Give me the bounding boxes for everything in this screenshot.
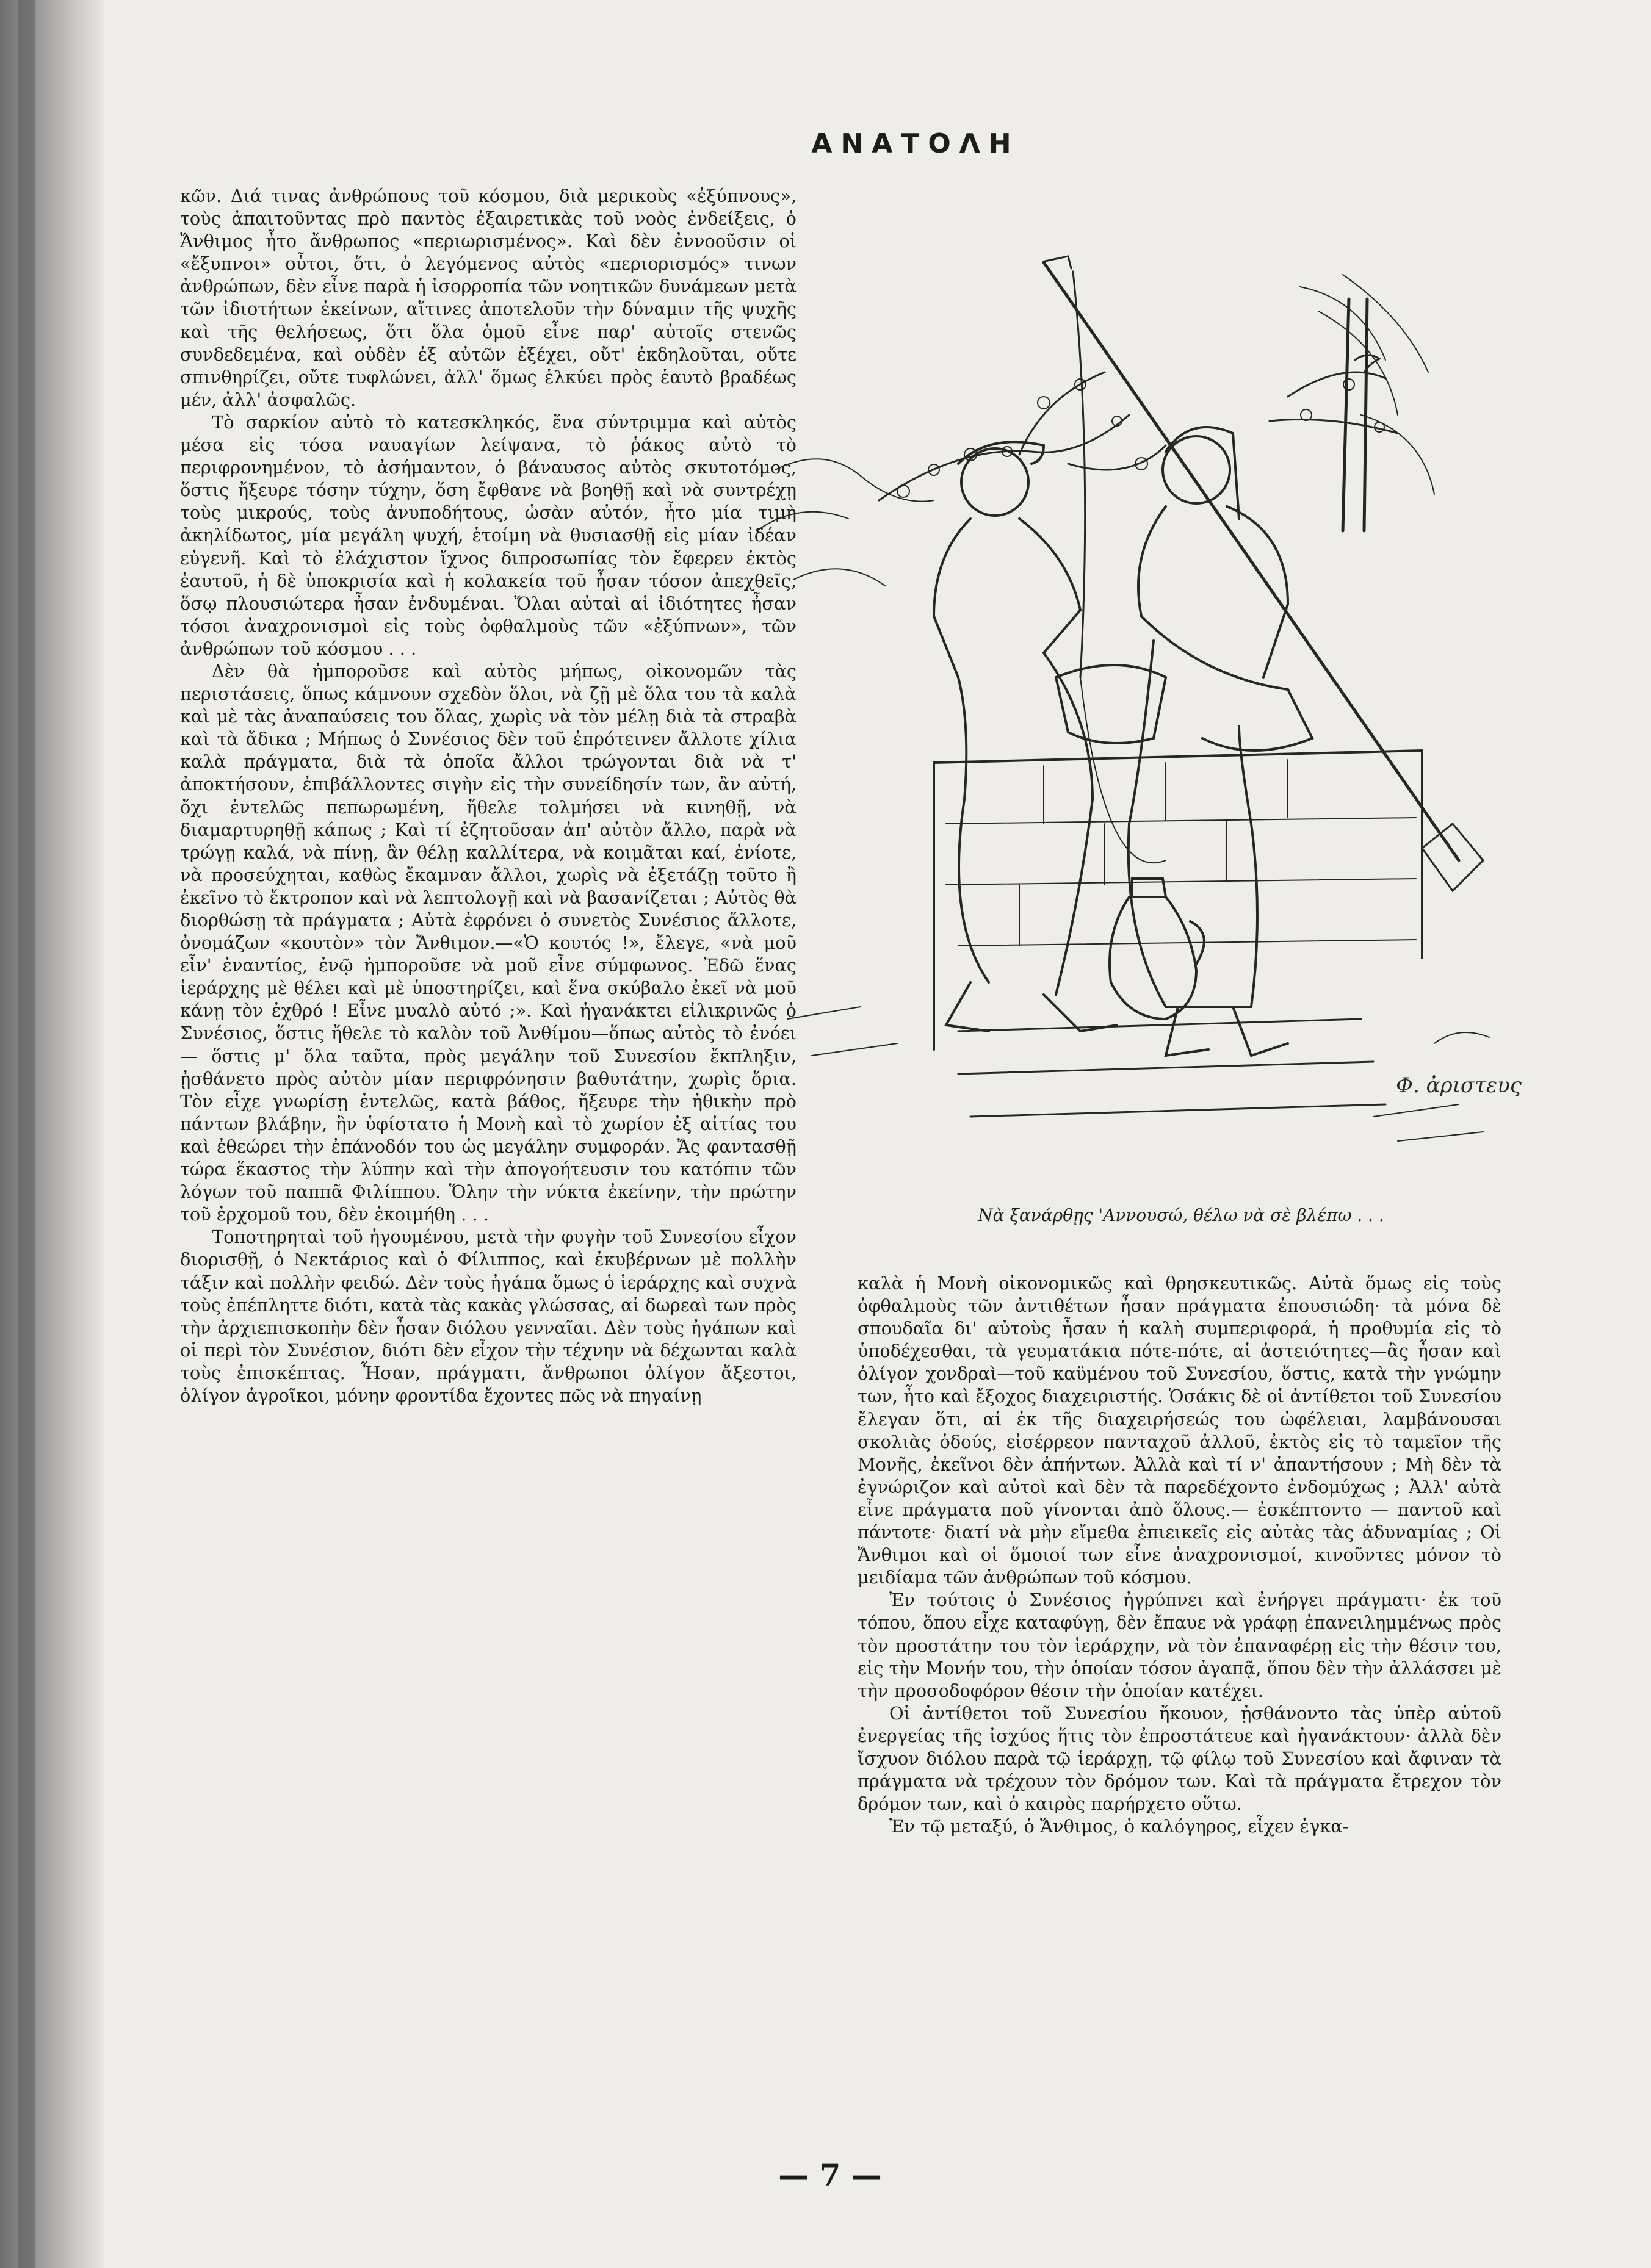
page-number: — 7 — [778,2157,882,2193]
binding-gutter-shadow [0,0,104,2268]
artist-signature: Φ. ἀριστευς [1396,1073,1522,1098]
paragraph: Τὸ σαρκίον αὐτὸ τὸ κατεσκληκός, ἕνα σύντριμμα καὶ αὐτὸς μέσα εἰς τόσα ναυαγίων λείψανα, τὸ ῥάκος αὐτὸ τὸ περιφρονημένον, τὸ ἀσήμαντον, ὁ βάναυσος αὐτὸς σκυτοτόμος, ὅστις ἤξευρε τόσην τύχην, ὅση ἔφθανε νὰ βοηθῇ καὶ νὰ συντρέχῃ τοὺς μικρούς, τοὺς ἀνυποδήτους, ὡσὰν αὐτόν, ἦτο μία τιμὴ ἀκηλίδωτος, μία μεγάλη ψυχή, ἑτοίμη νὰ θυσιασθῇ εἰς μίαν ἰδέαν εὐγενῆ. Καὶ τὸ ἐλάχιστον ἴχνος διπροσωπίας τὸν ἔφερεν ἐκτὸς ἑαυτοῦ, ἡ δὲ ὑποκρισία καὶ ἡ κολακεία τοῦ ἦσαν τόσον ἀπεχθεῖς, ὅσῳ πλουσιώτερα ἦσαν ἐνδυμέναι. Ὅλαι αὐταὶ αἱ ἰδιότητες ἦσαν τόσοι ἀναχρονισμοὶ εἰς τοὺς ὀφθαλμοὺς τῶν «ἐξύπνων», τῶν ἀνθρώπων τοῦ κόσμου . . . [180,411,797,659]
engraving-well-scene [702,214,1522,1178]
paragraph: Τοποτηρηταὶ τοῦ ἡγουμένου, μετὰ τὴν φυγὴν τοῦ Συνεσίου εἶχον διορισθῇ, ὁ Νεκτάριος καὶ ὁ Φίλιππος, καὶ ἐκυβέρνων μὲ πολλὴν τάξιν καὶ πολλὴν φειδώ. Δὲν τοὺς ἠγάπα ὅμως ὁ ἱεράρχης καὶ συχνὰ τοὺς ἐπέπληττε διότι, κατὰ τὰς κακὰς γλώσσας, αἱ δωρεαὶ των πρὸς τὴν ἀρχιεπισκοπὴν δὲν ἦσαν διόλου γενναῖαι. Δὲν τοὺς ἠγάπων καὶ οἱ περὶ τὸν Συνέσιον, διότι δὲν εἶχον τὴν τέχνην νὰ δέχωνται καλὰ τοὺς ἐπισκέπτας. Ἦσαν, πράγματι, ἄνθρωποι ὀλίγον ἄξεστοι, ὀλίγον ἀγροῖκοι, μόνην φροντίδα ἔχοντες πῶς νὰ πηγαίνῃ [180,1226,797,1406]
paragraph: κῶν. Διά τινας ἀνθρώπους τοῦ κόσμου, διὰ μερικοὺς «ἐξύπνους», τοὺς ἀπαιτοῦντας πρὸ παντὸς ἐξαιρετικὰς τοῦ νοὸς ἐνδείξεις, ὁ Ἄνθιμος ἦτο ἄνθρωπος «περιωρισμένος». Καὶ δὲν ἐννοοῦσιν οἱ «ἔξυπνοι» οὗτοι, ὅτι, ὁ λεγόμενος αὐτὸς «περιορισμός» τινων ἀνθρώπων, δὲν εἶνε παρὰ ἡ ἰσορροπία τῶν νοητικῶν δυνάμεων μετὰ τῶν ἰδιοτήτων ἐκείνων, αἵτινες ἀποτελοῦν τὴν δύναμιν τῆς ψυχῆς καὶ τῆς θελήσεως, ὅτι ὅλα ὁμοῦ εἶνε παρ' αὐτοῖς στενῶς συνδεδεμένα, καὶ οὐδὲν ἐξ αὐτῶν ἐξέχει, οὔτ' ἐκδηλοῦται, οὔτε σπινθηρίζει, οὔτε τυφλώνει, ἀλλ' ὅμως ἑλκύει πρὸς ἑαυτὸ βραδέως μέν, ἀλλ' ἀσφαλῶς. [180,185,797,410]
page-edge [18,0,35,2268]
illustration-caption: Νὰ ξανάρθῃς 'Αννουσώ, θέλω νὰ σὲ βλέπω . . . [978,1205,1384,1225]
paragraph: Ἐν τούτοις ὁ Συνέσιος ἠγρύπνει καὶ ἐνήργει πράγματι· ἐκ τοῦ τόπου, ὅπου εἶχε καταφύγῃ, δὲν ἔπαυε νὰ γράφῃ ἐπανειλημμένως πρὸς τὸν προστάτην του τὸν ἱεράρχην, νὰ τὸν ἐπαναφέρῃ εἰς τὴν θέσιν του, εἰς τὴν Μονήν του, τὴν ὁποίαν τόσον ἀγαπᾷ, ὅπου δὲν τὴν ἀλλάσσει μὲ τὴν προσοδοφόρον θέσιν τὴν ὁποίαν κατέχει. [858,1589,1501,1701]
illustration-drawing [702,214,1522,1178]
paragraph: Ἐν τῷ μεταξύ, ὁ Ἄνθιμος, ὁ καλόγηρος, εἶχεν ἐγκα- [889,1816,1349,1837]
running-title: ΑΝΑΤΟΛΗ [811,128,1020,159]
paragraph: καλὰ ἡ Μονὴ οἰκονομικῶς καὶ θρησκευτικῶς. Αὐτὰ ὅμως εἰς τοὺς ὀφθαλμοὺς τῶν ἀντιθέτων ἦσαν πράγματα ἐπουσιώδη· τὰ μόνα δὲ σπουδαῖα δι' αὐτοὺς ἦσαν ἡ καλὴ συμπεριφορά, ἡ προθυμία εἰς τὸ ὑποδέχεσθαι, τὰ γευματάκια πότε-πότε, αἱ ἀστειότητες—ἂς ἦσαν καὶ ὀλίγον χονδραὶ—τοῦ καϋμένου τοῦ Συνεσίου, ὅστις, κατὰ τὴν γνώμην των, ἦτο καὶ ἔξοχος διαχειριστής. Ὁσάκις δὲ οἱ ἀντίθετοι τοῦ Συνεσίου ἔλεγαν ὅτι, αἱ ἐκ τῆς διαχειρήσεώς του ὠφέλειαι, λαμβάνουσαι σκολιὰς ὁδούς, εἰσέρρεον πανταχοῦ ἀλλοῦ, ἐκτὸς εἰς τὸ ταμεῖον τῆς Μονῆς, ἐκεῖνοι δὲν ἀπήντων. Ἀλλὰ καὶ τί ν' ἀπαντήσουν ; Μὴ δὲν τὰ ἐγνώριζον καὶ αὐτοὶ καὶ δὲν τὰ παρεδέχοντο ἐνδομύχως ; Ἀλλ' αὐτὰ εἶνε πράγματα ποῦ γίνονται ἀπὸ ὅλους.— ἐσκέπτοντο — παντοῦ καὶ πάντοτε· διατί νὰ μὴν εἴμεθα ἐπιεικεῖς εἰς αὐτὰς τὰς ἀδυναμίας ; Οἱ Ἄνθιμοι καὶ οἱ ὅμοιοί των εἶνε ἀναχρονισμοί, κινοῦντες μόνον τὸ μειδίαμα τῶν ἀνθρώπων τοῦ κόσμου. [858,1273,1501,1588]
paragraph: Δὲν θὰ ἠμποροῦσε καὶ αὐτὸς μήπως, οἰκονομῶν τὰς περιστάσεις, ὅπως κάμνουν σχεδὸν ὅλοι, νὰ ζῇ μὲ ὅλα του τὰ καλὰ καὶ μὲ τὰς ἀναπαύσεις του ὅλας, χωρὶς νὰ τὸν μέλῃ διὰ τὰ στραβὰ καὶ τὰ ἄδικα ; Μήπως ὁ Συνέσιος δὲν τοῦ ἐπρότεινεν ἄλλοτε χίλια καλὰ πράγματα, διὰ τὰ ὁποῖα ἄλλοι τρώγονται διὰ νὰ τ' ἀποκτήσουν, ἐπιβάλλοντες σιγὴν εἰς τὴν συνείδησίν των, ἂν αὐτή, ὄχι ἐντελῶς πεπωρωμένη, ἤθελε τολμήσει νὰ κινηθῇ, νὰ διαμαρτυρηθῇ κάπως ; Καὶ τί ἐζητοῦσαν ἀπ' αὐτὸν ἄλλο, παρὰ νὰ τρώγῃ καλά, νὰ πίνῃ, ἂν θέλῃ καλλίτερα, νὰ κοιμᾶται καί, ἐνίοτε, νὰ προσεύχηται, καθὼς ἔκαμναν ἄλλοι, χωρὶς νὰ ἐξετάζῃ τοῦτο ἢ ἐκεῖνο τὸ ἔκτροπον καὶ νὰ λεπτολογῇ καὶ νὰ βασανίζεται ; Αὐτὸς θὰ διορθώσῃ τὰ πράγματα ; Αὐτὰ ἐφρόνει ὁ συνετὸς Συνέσιος ἄλλοτε, ὀνομάζων «κουτὸν» τὸν Ἄνθιμον.—«Ὁ κουτός !», ἔλεγε, «νὰ μοῦ εἶν' ἐναντίος, ἐνῷ ἠμποροῦσε νὰ μοῦ εἶνε σύμφωνος. Ἐδῶ ἕνας ἱεράρχης μὲ θέλει καὶ μὲ ὑποστηρίζει, καὶ ἕνα σκύβαλο ἐκεῖ νὰ μοῦ κάνῃ τὸν ἐχθρό ! Εἶνε μυαλὸ αὐτό ;». Καὶ ἠγανάκτει εἰλικρινῶς ὁ Συνέσιος, ὅστις ἤθελε τὸ καλὸν τοῦ Ἀνθίμου—ὅπως αὐτὸς τὸ ἐνόει— ὅστις μ' ὅλα ταῦτα, πρὸς μεγάλην τοῦ Συνεσίου ἔκπληξιν, ᾐσθάνετο πρὸς αὐτὸν μίαν περιφρόνησιν βαθυτάτην, χωρὶς ὅρια. Τὸν εἶχε γνωρίσῃ ἐντελῶς, κατὰ βάθος, ἤξευρε τὴν ἠθικὴν πρὸ πάντων βλάβην, ἣν ὑφίστατο ἡ Μονὴ καὶ τὸ χωρίον ἐξ αἰτίας του καὶ ἐθεώρει τὴν ἐπάνοδόν του ὡς μεγάλην συμφοράν. Ἄς φαντασθῇ τώρα ἕκαστος τὴν λύπην καὶ τὴν ἀπογοήτευσιν του κατόπιν τῶν λόγων τοῦ παππᾶ Φιλίππου. Ὅλην τὴν νύκτα ἐκείνην, τὴν πρώτην τοῦ ἐρχομοῦ του, δὲν ἐκοιμήθη . . . [180,660,797,1225]
right-text-column [858,1272,1501,2133]
paragraph: Οἱ ἀντίθετοι τοῦ Συνεσίου ἤκουον, ᾐσθάνοντο τὰς ὑπὲρ αὐτοῦ ἐνεργείας τῆς ἰσχύος ἥτις τὸν ἐπροστάτευε καὶ ἠγανάκτουν· ἀλλὰ δὲν ἴσχυον διόλου παρὰ τῷ ἱεράρχῃ, τῷ φίλῳ τοῦ Συνεσίου καὶ ἄφιναν τὰ πράγματα νὰ τρέχουν τὸν δρόμον των. Καὶ τὰ πράγματα ἔτρεχον τὸν δρόμον των, καὶ ὁ καιρὸς παρήρχετο οὕτω. [858,1702,1501,1815]
